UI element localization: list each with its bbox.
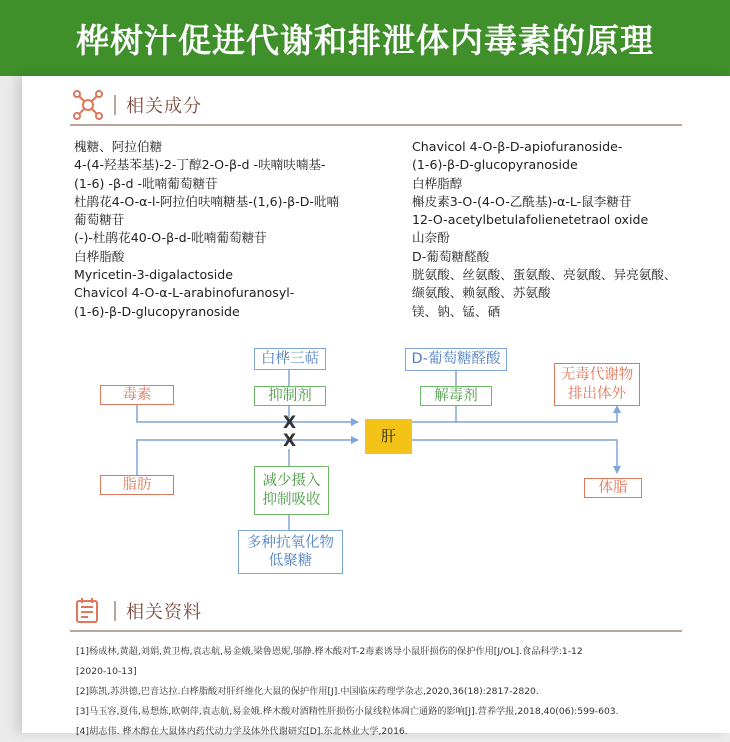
detox-box: 解毒剂 — [420, 386, 492, 406]
ingredient-item: (-)-杜鹃花40-O-β-d-吡喃葡萄糖苷 — [74, 230, 267, 246]
ingredient-item: (1-6)-β-D-glucopyranoside — [412, 157, 578, 173]
reduce-intake-box — [254, 466, 329, 515]
ingredient-item: 12-O-acetylbetulafolienetetraol oxide — [412, 212, 649, 228]
ingredient-item: 白桦脂醇 — [412, 175, 463, 191]
ingredient-item: (1-6) -β-d -吡喃葡萄糖苷 — [74, 175, 218, 191]
block-mark-1: X — [283, 413, 297, 433]
reference-item: [4]胡志伟. 桦木醇在大鼠体内药代动力学及体外代谢研究[D].东北林业大学,2016. — [76, 726, 408, 737]
ingredient-item: 缬氨酸、赖氨酸、苏氨酸 — [412, 285, 551, 301]
ingredient-item: 镁、钠、锰、硒 — [412, 303, 501, 319]
body-fat-box: 体脂 — [584, 478, 642, 498]
ingredient-item: 葡萄糖苷 — [74, 212, 125, 228]
ingredient-item: 4-(4-羟基苯基)-2-丁醇2-O-β-d -呋喃呋喃基- — [74, 157, 326, 173]
antioxidant-box — [238, 530, 343, 574]
liver-box: 肝 — [365, 419, 412, 454]
ingredient-item: Chavicol 4-O-β-D-apiofuranoside- — [412, 139, 623, 154]
antioxidant-line1: 多种抗氧化物 — [247, 534, 334, 551]
references-list — [76, 642, 696, 742]
reference-item: [2]陈凯,苏洪德,巴音达拉.白桦脂酸对肝纤维化大鼠的保护作用[J].中国临床药理学杂志,2020,36(18):2817-2820. — [76, 686, 539, 697]
ingredient-item: Myricetin-3-digalactoside — [74, 267, 233, 283]
reference-item: [1]杨成林,黄超,刘娟,黄卫梅,袁志航,易金娥,梁鲁恩妮,邬静.桦木酸对T-2毒素诱导小鼠肝损伤的保护作用[J/OL].食品科学:1-12 — [76, 646, 583, 657]
inhibitor-box: 抑制剂 — [254, 386, 326, 406]
antioxidant-line2: 低聚糖 — [268, 553, 313, 569]
references-section-header — [70, 592, 682, 632]
nontoxic-metabolite-box — [554, 363, 640, 406]
fat-box: 脂肪 — [100, 475, 174, 495]
ingredients-section-title: 相关成分 — [126, 96, 202, 117]
ingredient-item: D-葡萄糖醛酸 — [412, 248, 490, 264]
ingredient-item: (1-6)-β-D-glucopyranoside — [74, 303, 240, 319]
glucuronic-acid-box: D-葡萄糖醛酸 — [405, 348, 507, 371]
ingredient-item: 山奈酚 — [412, 230, 450, 246]
ingredient-item: 槲皮素3-O-(4-O-乙酰基)-α-L-鼠李糖苷 — [412, 193, 632, 209]
page-title: 桦树汁促进代谢和排泄体内毒素的原理 — [0, 0, 730, 76]
ingredient-item: 杜鹃花4-O-α-l-阿拉伯呋喃糖基-(1,6)-β-D-吡喃 — [74, 193, 340, 209]
nontoxic-line1: 无毒代谢物 — [560, 367, 634, 384]
document-icon — [70, 595, 106, 627]
nontoxic-line2: 排出体外 — [568, 385, 626, 402]
betulin-box: 白桦三萜 — [254, 348, 326, 370]
ingredient-item: 槐糖、阿拉伯糖 — [74, 139, 163, 154]
section-divider — [114, 601, 116, 621]
toxin-box: 毒素 — [100, 385, 174, 405]
block-mark-2: X — [283, 431, 297, 451]
reduce-line2: 抑制吸收 — [262, 491, 321, 508]
ingredient-item: 胱氨酸、丝氨酸、蛋氨酸、亮氨酸、异亮氨酸、 — [412, 267, 677, 283]
ingredient-item: Chavicol 4-O-α-L-arabinofuranosyl- — [74, 285, 295, 301]
reduce-line1: 减少摄入 — [262, 473, 321, 490]
ingredient-item: 白桦脂酸 — [74, 248, 125, 264]
reference-item: [2020-10-13] — [76, 666, 137, 677]
reference-item: [3]马玉容,夏伟,易想炼,欧朝萍,袁志航,易金娥.桦木酸对酒精性肝损伤小鼠线粒体凋亡通路的影响[J].营养学报,2018,40(06):599-603. — [76, 706, 619, 717]
references-section-title: 相关资料 — [126, 602, 202, 623]
